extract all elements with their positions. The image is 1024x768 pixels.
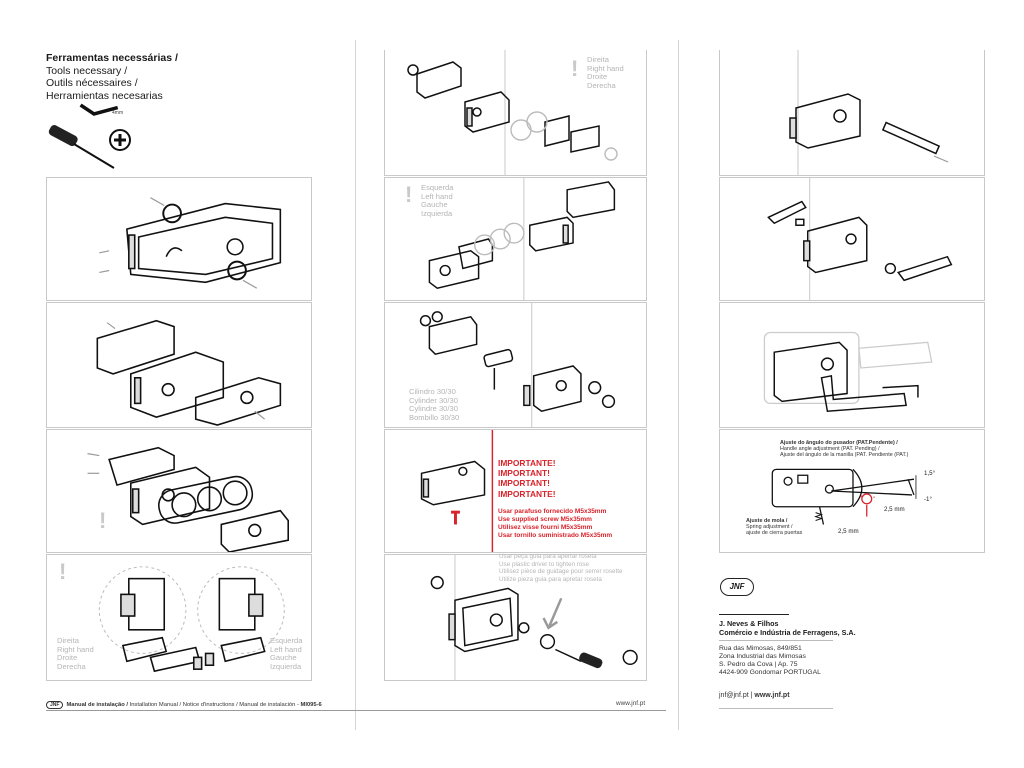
label-line: Cilindro 30/30 — [409, 387, 456, 396]
spring-sub: Spring adjustment / — [746, 524, 793, 531]
important-sub-line: Usar parafuso fornecido M5x35mm — [498, 508, 607, 515]
label-line: Bombillo 30/30 — [409, 412, 460, 422]
important-sub-line: Use supplied screw M5x35mm — [498, 516, 592, 523]
footer-languages: Installation Manual / Notice d'instructions / Manual de instalación - — [127, 702, 301, 708]
screwdriver-icon — [555, 649, 603, 669]
tools-title — [46, 52, 178, 102]
phillips-bit-icon — [110, 130, 130, 150]
spring-icon — [816, 513, 822, 521]
tools-title-line: Tools necessary / — [46, 64, 128, 77]
note-line: Usar peça guia para apertar roseta — [499, 553, 597, 560]
company-logo: JNF — [720, 578, 754, 596]
company-name-line: J. Neves & Filhos — [719, 619, 779, 628]
adj-title: Ajuste do ângulo do pusador (PAT.Pendente) / — [780, 440, 898, 446]
label-line: Esquerda — [421, 183, 454, 192]
note-line: Utilize pieza guia para apretar roseta — [499, 575, 602, 583]
tools-title-line: Outils nécessaires / — [46, 77, 138, 89]
important-line: IMPORTANTE! — [498, 458, 556, 468]
address-line: Zona Industrial das Mimosas — [719, 653, 806, 661]
right-hand-label — [587, 56, 624, 90]
footer-rule — [46, 710, 666, 711]
adj-sub: Ajuste del ángulo de la manilla (PAT. Pendiente (PAT.) — [780, 452, 909, 459]
company-contact — [719, 692, 790, 699]
contact-separator: | — [748, 692, 755, 699]
email-link[interactable]: jnf@jnf.pt — [719, 692, 749, 699]
website-link[interactable]: www.jnf.pt — [754, 692, 790, 699]
important-heading — [498, 458, 556, 499]
cylinder-label — [409, 388, 459, 422]
important-instructions — [498, 508, 612, 540]
label-line: Cylindre 30/30 — [409, 404, 458, 414]
step-panel-3 — [46, 429, 312, 553]
company-name-line: Comércio e Indústria de Ferragens, S.A. — [719, 627, 856, 637]
spring-sub: ajuste de cierra puertas — [746, 530, 803, 537]
handle-angle-title — [780, 440, 908, 459]
plastic-driver-note — [499, 553, 623, 583]
step-panel-13 — [719, 429, 985, 553]
spring-title: Ajuste de mola / — [746, 518, 788, 524]
contact-rule — [719, 708, 833, 709]
label-line: Derecha — [587, 80, 616, 90]
left-hand-label — [421, 184, 454, 218]
footer-logo: JNF — [46, 701, 63, 709]
angle-plus-label: 1,5° — [924, 470, 936, 477]
warning-icon: ! — [99, 508, 107, 533]
left-hand-label — [270, 637, 303, 671]
step-panel-4 — [46, 554, 312, 681]
dimension-label: 2,5 mm — [838, 528, 859, 535]
screw-icon — [451, 511, 460, 525]
label-line: Left hand — [421, 191, 453, 201]
label-line: Cylinder 30/30 — [409, 395, 458, 405]
adj-sub: Handle angle adjustment (PAT. Pending) / — [780, 446, 880, 453]
footer-title: Manual de instalação / — [66, 702, 128, 708]
important-sub-line: Utilisez visse fourni M5x35mm — [498, 524, 593, 531]
label-line: Izquierda — [270, 661, 302, 671]
step-panel-1 — [46, 177, 312, 301]
fold-line-right — [678, 40, 679, 730]
step-panel-6 — [384, 177, 647, 301]
label-line: Gauche — [270, 653, 297, 663]
arrow-icon — [544, 598, 562, 628]
offset-minus-sign: - — [873, 494, 876, 501]
address-line: S. Pedro da Cova | Ap. 75 — [719, 661, 798, 669]
label-line: Direita — [587, 55, 609, 64]
company-address — [719, 645, 821, 677]
label-line: Right hand — [57, 644, 94, 654]
important-line: IMPORTANTE! — [498, 488, 556, 499]
step-panel-10 — [719, 50, 985, 176]
company-name — [719, 620, 856, 637]
allen-key-icon — [82, 106, 116, 114]
step-panel-2 — [46, 302, 312, 428]
warning-icon: ! — [59, 559, 67, 584]
label-line: Izquierda — [421, 208, 453, 218]
address-line: Rua das Mimosas, 849/851 — [719, 645, 802, 652]
label-line: Right hand — [587, 63, 624, 73]
dimension-label: 2,5 mm — [884, 506, 905, 513]
warning-icon: ! — [571, 56, 579, 81]
right-hand-label — [57, 637, 94, 671]
spring-adjustment-title — [746, 518, 802, 537]
label-line: Derecha — [57, 661, 86, 671]
note-line: Use plastic driver to tighten rose — [499, 560, 589, 568]
offset-plus-sign: + — [860, 494, 864, 501]
allen-key-size: 4mm — [112, 110, 124, 116]
address-line: 4424-909 Gondomar PORTUGAL — [719, 669, 821, 677]
label-line: Droite — [587, 72, 608, 82]
important-sub-line: Usar tornillo suministrado M5x35mm — [498, 532, 613, 539]
note-line: Utilisez pièce de guidage pour serrer rosette — [499, 568, 623, 576]
important-line: IMPORTANT! — [498, 468, 550, 479]
step-panel-5 — [384, 50, 647, 176]
tools-title-line: Herramientas necesarias — [46, 89, 163, 102]
warning-icon: ! — [405, 182, 413, 207]
label-line: Direita — [57, 636, 79, 645]
tools-illustration — [44, 96, 154, 176]
footer-url[interactable]: www.jnf.pt — [616, 700, 646, 707]
label-line: Esquerda — [270, 636, 303, 645]
important-line: IMPORTANT! — [498, 478, 550, 489]
fold-line-left — [355, 40, 356, 730]
step-panel-11 — [719, 177, 985, 301]
tools-title-line: Ferramentas necessárias / — [46, 52, 178, 64]
company-rule — [719, 614, 789, 615]
step-panel-12 — [719, 302, 985, 428]
label-line: Gauche — [421, 200, 448, 210]
screwdriver-icon — [47, 124, 114, 168]
label-line: Droite — [57, 653, 78, 663]
footer-code: MI095-6 — [300, 702, 322, 708]
footer-manual-label — [46, 701, 322, 709]
step-panel-7 — [384, 302, 647, 428]
label-line: Left hand — [270, 644, 302, 654]
address-rule — [719, 640, 833, 641]
angle-minus-label: -1° — [924, 496, 932, 503]
